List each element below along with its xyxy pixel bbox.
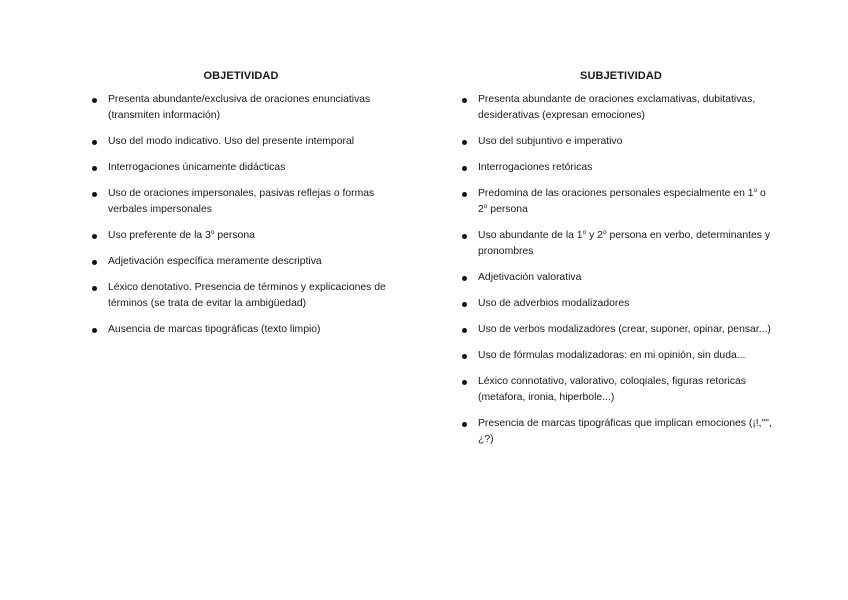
bullet-icon bbox=[92, 260, 97, 265]
bullet-icon bbox=[92, 328, 97, 333]
bullet-icon bbox=[92, 166, 97, 171]
subjetividad-heading: SUBJETIVIDAD bbox=[580, 70, 662, 82]
bullet-icon bbox=[462, 98, 467, 103]
bullet-icon bbox=[462, 380, 467, 385]
list-item: Uso del subjuntivo e imperativo bbox=[460, 134, 778, 150]
list-item: Interrogaciones únicamente didácticas bbox=[90, 160, 408, 176]
list-item: Uso del modo indicativo. Uso del presente intemporal bbox=[90, 134, 408, 150]
subjetividad-column bbox=[460, 70, 778, 458]
bullet-icon bbox=[462, 276, 467, 281]
bullet-icon bbox=[92, 192, 97, 197]
list-item: Uso de adverbios modalizadores bbox=[460, 296, 778, 312]
list-item: Adjetivación específica meramente descriptiva bbox=[90, 254, 408, 270]
bullet-icon bbox=[462, 166, 467, 171]
list-item: Léxico connotativo, valorativo, coloqiales, figuras retoricas (metafora, ironia, hiperbole...) bbox=[460, 374, 778, 406]
bullet-icon bbox=[92, 98, 97, 103]
objetividad-column bbox=[90, 70, 408, 348]
list-item: Uso de fórmulas modalizadoras: en mi opinión, sin duda... bbox=[460, 348, 778, 364]
bullet-icon bbox=[462, 140, 467, 145]
list-item: Presencia de marcas tipográficas que implican emociones (¡!,"",¿?) bbox=[460, 416, 778, 448]
list-item: Predomina de las oraciones personales especialmente en 1$^o$ o 2$^o$ persona bbox=[460, 186, 778, 218]
objetividad-heading: OBJETIVIDAD bbox=[203, 70, 279, 82]
bullet-icon bbox=[92, 140, 97, 145]
bullet-icon bbox=[462, 234, 467, 239]
list-item: Presenta abundante de oraciones exclamativas, dubitativas, desiderativas (expresan emociones) bbox=[460, 92, 778, 124]
bullet-icon bbox=[462, 192, 467, 197]
bullet-icon bbox=[462, 422, 467, 427]
list-item: Ausencia de marcas tipográficas (texto limpio) bbox=[90, 322, 408, 338]
list-item: Uso preferente de la 3$^o$ persona bbox=[90, 228, 408, 244]
list-item: Uso abundante de la 1$^o$ y 2$^o$ persona en verbo, determinantes y pronombres bbox=[460, 228, 778, 260]
list-item: Léxico denotativo. Presencia de términos y explicaciones de términos (se trata de evitar la ambigüedad) bbox=[90, 280, 408, 312]
list-item: Presenta abundante/exclusiva de oraciones enunciativas (transmiten información) bbox=[90, 92, 408, 124]
bullet-icon bbox=[92, 234, 97, 239]
subjetividad-list bbox=[460, 92, 778, 448]
objetividad-list bbox=[90, 92, 408, 338]
bullet-icon bbox=[92, 286, 97, 291]
list-item: Uso de verbos modalizadores (crear, suponer, opinar, pensar...) bbox=[460, 322, 778, 338]
list-item: Uso de oraciones impersonales, pasivas reflejas o formas verbales impersonales bbox=[90, 186, 408, 218]
list-item: Adjetivación valorativa bbox=[460, 270, 778, 286]
bullet-icon bbox=[462, 354, 467, 359]
bullet-icon bbox=[462, 302, 467, 307]
list-item: Interrogaciones retóricas bbox=[460, 160, 778, 176]
bullet-icon bbox=[462, 328, 467, 333]
